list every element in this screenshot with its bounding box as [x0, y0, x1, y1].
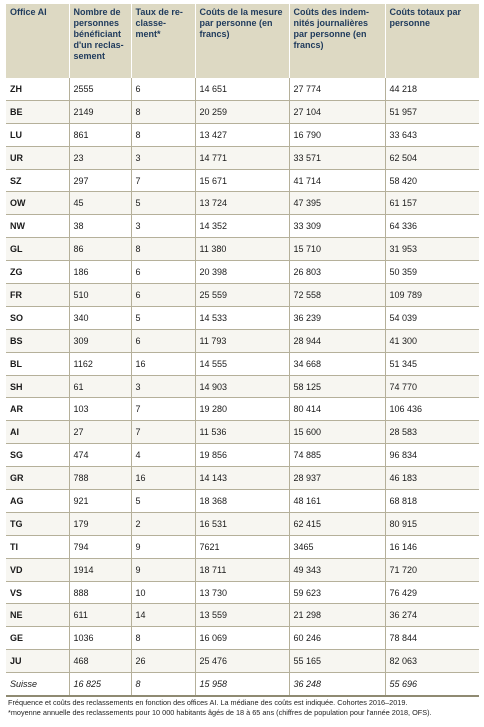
- cell-persons: 340: [69, 306, 131, 329]
- cell-measure-cost: 11 793: [195, 329, 289, 352]
- cell-total-cost: 78 844: [385, 627, 479, 650]
- table-row: [6, 123, 479, 146]
- cell-persons: 1914: [69, 558, 131, 581]
- cell-daily-allowance-cost: 34 668: [289, 352, 385, 375]
- cell-rate: 3: [131, 215, 195, 238]
- cell-rate: 16: [131, 467, 195, 490]
- cell-office: AR: [6, 398, 69, 421]
- cell-measure-cost: 20 259: [195, 100, 289, 123]
- cell-office: AI: [6, 421, 69, 444]
- table-row: [6, 352, 479, 375]
- table-row: [6, 192, 479, 215]
- table-row: [6, 512, 479, 535]
- cell-office: GR: [6, 467, 69, 490]
- table-row: [6, 238, 479, 261]
- table-header: [6, 4, 479, 78]
- cell-total-cost: 31 953: [385, 238, 479, 261]
- cell-office: LU: [6, 123, 69, 146]
- cell-total-cost: 54 039: [385, 306, 479, 329]
- cell-total-cost: 71 720: [385, 558, 479, 581]
- cell-daily-allowance-cost: 26 803: [289, 261, 385, 284]
- cell-daily-allowance-cost: 58 125: [289, 375, 385, 398]
- cell-rate: 14: [131, 604, 195, 627]
- cell-measure-cost: 14 651: [195, 78, 289, 100]
- cell-persons: 474: [69, 444, 131, 467]
- cell-daily-allowance-cost: 27 104: [289, 100, 385, 123]
- cell-rate: 16: [131, 352, 195, 375]
- cell-total-cost: 28 583: [385, 421, 479, 444]
- cell-office: TI: [6, 535, 69, 558]
- cell-total-cost: 96 834: [385, 444, 479, 467]
- table-row: [6, 306, 479, 329]
- header-measure-cost: Coûts de la mesure par personne (en francs): [195, 4, 289, 78]
- cell-office: VD: [6, 558, 69, 581]
- cell-persons: 611: [69, 604, 131, 627]
- cell-measure-cost: 11 536: [195, 421, 289, 444]
- cell-office: SZ: [6, 169, 69, 192]
- cell-rate: 8: [131, 627, 195, 650]
- cell-total-cost: 58 420: [385, 169, 479, 192]
- cell-persons: 468: [69, 650, 131, 673]
- cell-total-cost: 82 063: [385, 650, 479, 673]
- cell-measure-cost: 14 771: [195, 146, 289, 169]
- cell-measure-cost: 16 531: [195, 512, 289, 535]
- cell-total-cost: 16 146: [385, 535, 479, 558]
- cell-persons: 921: [69, 490, 131, 513]
- cell-office: ZH: [6, 78, 69, 100]
- cell-daily-allowance-cost: 72 558: [289, 284, 385, 307]
- table-row: [6, 215, 479, 238]
- cell-persons: 23: [69, 146, 131, 169]
- cell-office: JU: [6, 650, 69, 673]
- cell-total-cost: 74 770: [385, 375, 479, 398]
- total-cell-office: Suisse: [6, 673, 69, 696]
- total-row: [6, 673, 479, 696]
- cell-daily-allowance-cost: 33 309: [289, 215, 385, 238]
- cell-persons: 788: [69, 467, 131, 490]
- cell-persons: 297: [69, 169, 131, 192]
- table-row: [6, 146, 479, 169]
- cell-persons: 861: [69, 123, 131, 146]
- table-row: [6, 444, 479, 467]
- cell-office: OW: [6, 192, 69, 215]
- cell-rate: 10: [131, 581, 195, 604]
- cell-rate: 8: [131, 238, 195, 261]
- cell-measure-cost: 25 476: [195, 650, 289, 673]
- cell-persons: 179: [69, 512, 131, 535]
- cell-office: TG: [6, 512, 69, 535]
- cell-office: ZG: [6, 261, 69, 284]
- cell-office: GL: [6, 238, 69, 261]
- cell-office: SO: [6, 306, 69, 329]
- cell-total-cost: 44 218: [385, 78, 479, 100]
- cell-persons: 309: [69, 329, 131, 352]
- cell-office: SH: [6, 375, 69, 398]
- cell-office: GE: [6, 627, 69, 650]
- table-row: [6, 467, 479, 490]
- cell-persons: 61: [69, 375, 131, 398]
- cell-total-cost: 51 345: [385, 352, 479, 375]
- cell-persons: 2149: [69, 100, 131, 123]
- cell-total-cost: 76 429: [385, 581, 479, 604]
- table-row: [6, 398, 479, 421]
- table-row: [6, 284, 479, 307]
- table-row: [6, 558, 479, 581]
- table-row: [6, 627, 479, 650]
- cell-persons: 888: [69, 581, 131, 604]
- cell-measure-cost: 13 730: [195, 581, 289, 604]
- header-rate: Taux de re- classe- ment*: [131, 4, 195, 78]
- total-cell-measure-cost: 15 958: [195, 673, 289, 696]
- cell-office: FR: [6, 284, 69, 307]
- cell-daily-allowance-cost: 15 710: [289, 238, 385, 261]
- cell-rate: 3: [131, 146, 195, 169]
- total-cell-total-cost: 55 696: [385, 673, 479, 696]
- cell-measure-cost: 13 427: [195, 123, 289, 146]
- cost-table-frame: [6, 4, 479, 697]
- cell-office: NW: [6, 215, 69, 238]
- cell-rate: 5: [131, 490, 195, 513]
- table-row: [6, 535, 479, 558]
- cell-rate: 8: [131, 123, 195, 146]
- header-row: [6, 4, 479, 78]
- cell-office: VS: [6, 581, 69, 604]
- cell-persons: 794: [69, 535, 131, 558]
- cell-persons: 186: [69, 261, 131, 284]
- table-row: [6, 169, 479, 192]
- cell-daily-allowance-cost: 49 343: [289, 558, 385, 581]
- cell-measure-cost: 18 368: [195, 490, 289, 513]
- cell-office: SG: [6, 444, 69, 467]
- cell-persons: 510: [69, 284, 131, 307]
- cell-daily-allowance-cost: 47 395: [289, 192, 385, 215]
- cell-rate: 3: [131, 375, 195, 398]
- table-row: [6, 329, 479, 352]
- cell-measure-cost: 18 711: [195, 558, 289, 581]
- cell-daily-allowance-cost: 33 571: [289, 146, 385, 169]
- cell-measure-cost: 19 280: [195, 398, 289, 421]
- cell-daily-allowance-cost: 41 714: [289, 169, 385, 192]
- cell-office: BL: [6, 352, 69, 375]
- cell-daily-allowance-cost: 27 774: [289, 78, 385, 100]
- cell-rate: 9: [131, 535, 195, 558]
- cell-total-cost: 61 157: [385, 192, 479, 215]
- cell-persons: 45: [69, 192, 131, 215]
- cell-rate: 6: [131, 261, 195, 284]
- cell-office: AG: [6, 490, 69, 513]
- cell-rate: 2: [131, 512, 195, 535]
- cell-measure-cost: 13 724: [195, 192, 289, 215]
- table-row: [6, 604, 479, 627]
- cell-daily-allowance-cost: 55 165: [289, 650, 385, 673]
- cell-rate: 6: [131, 284, 195, 307]
- cell-total-cost: 41 300: [385, 329, 479, 352]
- cell-rate: 6: [131, 78, 195, 100]
- cell-measure-cost: 14 903: [195, 375, 289, 398]
- cell-rate: 7: [131, 421, 195, 444]
- cell-measure-cost: 11 380: [195, 238, 289, 261]
- cell-measure-cost: 14 533: [195, 306, 289, 329]
- cell-measure-cost: 19 856: [195, 444, 289, 467]
- cell-total-cost: 64 336: [385, 215, 479, 238]
- cell-daily-allowance-cost: 74 885: [289, 444, 385, 467]
- cell-total-cost: 106 436: [385, 398, 479, 421]
- header-persons: Nombre de personnes bénéficiant d'un reclas- sement: [69, 4, 131, 78]
- total-cell-persons: 16 825: [69, 673, 131, 696]
- cell-persons: 103: [69, 398, 131, 421]
- cell-measure-cost: 14 352: [195, 215, 289, 238]
- cell-rate: 26: [131, 650, 195, 673]
- table-row: [6, 581, 479, 604]
- cell-rate: 5: [131, 192, 195, 215]
- cell-measure-cost: 7621: [195, 535, 289, 558]
- cell-daily-allowance-cost: 59 623: [289, 581, 385, 604]
- cell-office: BE: [6, 100, 69, 123]
- cell-total-cost: 109 789: [385, 284, 479, 307]
- cell-rate: 7: [131, 398, 195, 421]
- cell-office: BS: [6, 329, 69, 352]
- table-body: [6, 78, 479, 696]
- total-cell-rate: 8: [131, 673, 195, 696]
- cell-rate: 8: [131, 100, 195, 123]
- header-total-cost: Coûts totaux par personne: [385, 4, 479, 78]
- cell-persons: 86: [69, 238, 131, 261]
- cell-total-cost: 62 504: [385, 146, 479, 169]
- cell-persons: 1036: [69, 627, 131, 650]
- table-row: [6, 261, 479, 284]
- cell-rate: 4: [131, 444, 195, 467]
- cell-persons: 2555: [69, 78, 131, 100]
- cell-office: UR: [6, 146, 69, 169]
- cell-rate: 5: [131, 306, 195, 329]
- cell-daily-allowance-cost: 62 415: [289, 512, 385, 535]
- cell-measure-cost: 14 555: [195, 352, 289, 375]
- cell-persons: 1162: [69, 352, 131, 375]
- table-row: [6, 100, 479, 123]
- cell-daily-allowance-cost: 48 161: [289, 490, 385, 513]
- table-row: [6, 490, 479, 513]
- cell-measure-cost: 15 671: [195, 169, 289, 192]
- cell-daily-allowance-cost: 21 298: [289, 604, 385, 627]
- cell-total-cost: 46 183: [385, 467, 479, 490]
- caption-line-1: Fréquence et coûts des reclassements en fonction des offices AI. La médiane des coûts est indiquée. Cohortes 2016–2019.: [8, 698, 408, 707]
- cell-daily-allowance-cost: 15 600: [289, 421, 385, 444]
- cell-daily-allowance-cost: 80 414: [289, 398, 385, 421]
- cell-daily-allowance-cost: 60 246: [289, 627, 385, 650]
- cell-total-cost: 51 957: [385, 100, 479, 123]
- cell-measure-cost: 16 069: [195, 627, 289, 650]
- header-daily-allowance-cost: Coûts des indem- nités journalières par personne (en francs): [289, 4, 385, 78]
- caption-line-2: *moyenne annuelle des reclassements pour 10 000 habitants âgés de 18 à 65 ans (chiffres de population pour l'année 2018, OFS).: [8, 708, 432, 717]
- header-office: Office AI: [6, 4, 69, 78]
- cell-daily-allowance-cost: 28 944: [289, 329, 385, 352]
- cell-total-cost: 80 915: [385, 512, 479, 535]
- cell-rate: 6: [131, 329, 195, 352]
- cell-measure-cost: 14 143: [195, 467, 289, 490]
- table-row: [6, 650, 479, 673]
- cell-daily-allowance-cost: 16 790: [289, 123, 385, 146]
- total-cell-daily-allowance-cost: 36 248: [289, 673, 385, 696]
- cell-total-cost: 36 274: [385, 604, 479, 627]
- table-row: [6, 375, 479, 398]
- cell-measure-cost: 25 559: [195, 284, 289, 307]
- cell-measure-cost: 20 398: [195, 261, 289, 284]
- cell-total-cost: 50 359: [385, 261, 479, 284]
- cell-office: NE: [6, 604, 69, 627]
- cell-rate: 9: [131, 558, 195, 581]
- reclassification-cost-table: [6, 4, 479, 697]
- cell-persons: 38: [69, 215, 131, 238]
- cell-measure-cost: 13 559: [195, 604, 289, 627]
- cell-daily-allowance-cost: 28 937: [289, 467, 385, 490]
- cell-rate: 7: [131, 169, 195, 192]
- cell-persons: 27: [69, 421, 131, 444]
- table-row: [6, 421, 479, 444]
- cell-total-cost: 33 643: [385, 123, 479, 146]
- table-caption: [8, 698, 478, 718]
- cell-total-cost: 68 818: [385, 490, 479, 513]
- table-row: [6, 78, 479, 100]
- cell-daily-allowance-cost: 36 239: [289, 306, 385, 329]
- cell-daily-allowance-cost: 3465: [289, 535, 385, 558]
